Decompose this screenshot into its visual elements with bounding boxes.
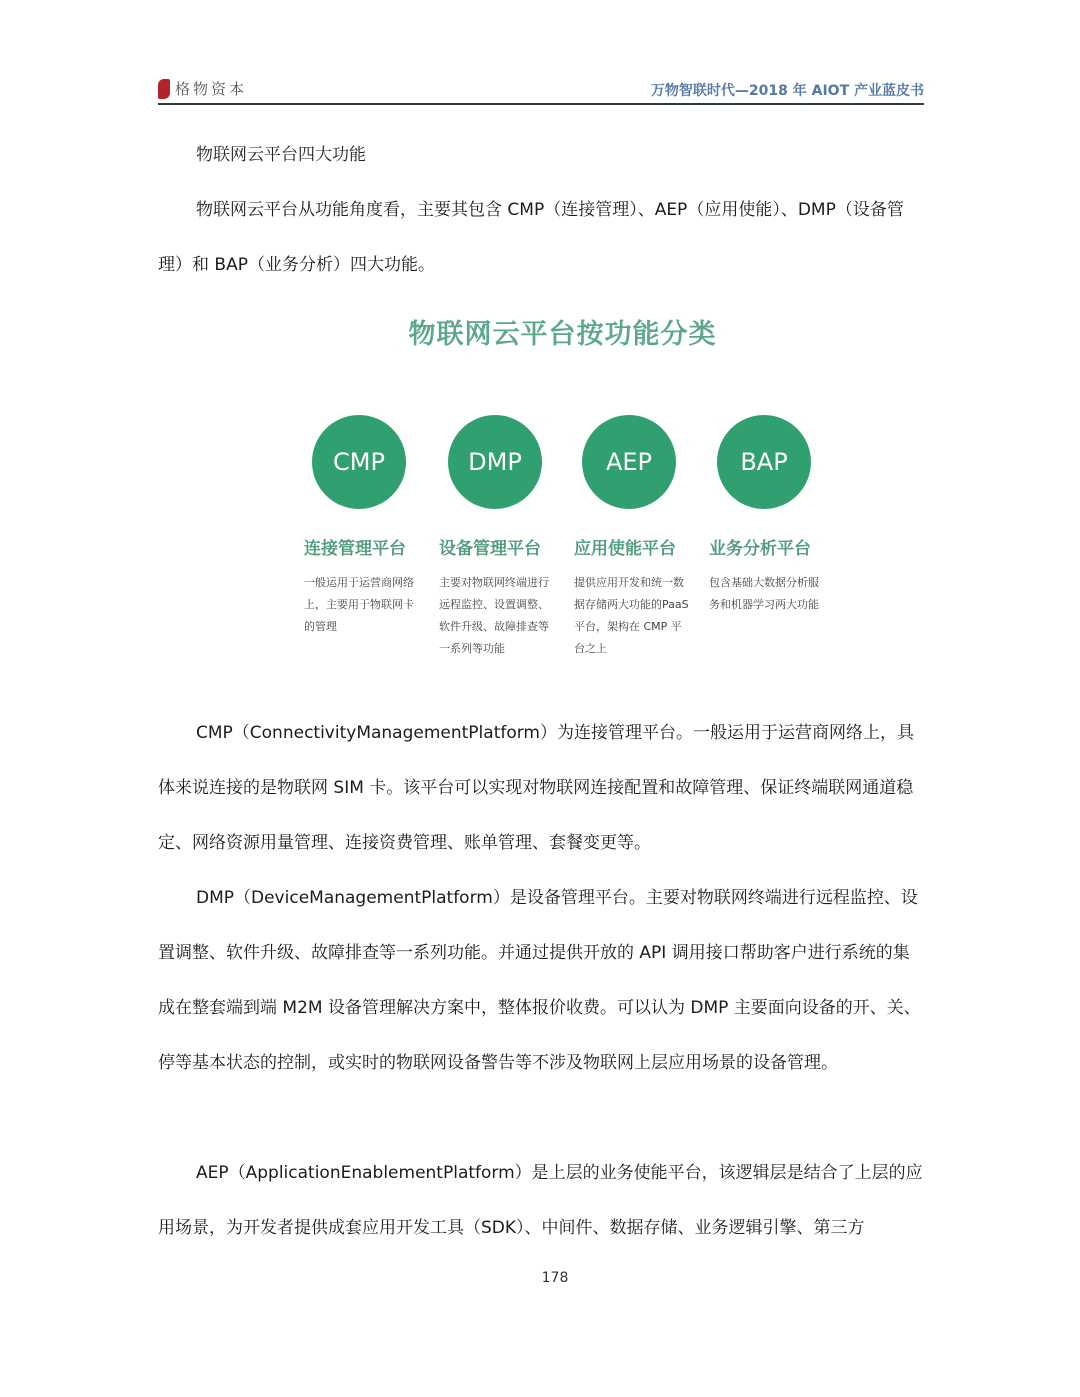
cmp-abbr: CMP bbox=[333, 448, 385, 476]
cmp-circle bbox=[312, 415, 406, 509]
figure-title: 物联网云平台按功能分类 bbox=[408, 319, 717, 350]
dmp-desc: 主要对物联网终端进行远程监控、设置调整、软件升级、故障排查等一系列等功能 bbox=[439, 576, 549, 655]
brand-logo bbox=[158, 78, 247, 99]
intro-paragraph bbox=[158, 183, 924, 293]
logo-mark-icon bbox=[158, 79, 170, 99]
logo-text: 格物资本 bbox=[175, 80, 248, 98]
document-title: 万物智联时代—2018 年 AIOT 产业蓝皮书 bbox=[650, 83, 924, 99]
cmp-name: 连接管理平台 bbox=[304, 539, 406, 559]
section-heading: 物联网云平台四大功能 bbox=[196, 145, 366, 165]
bap-circle bbox=[717, 415, 811, 509]
page-header bbox=[158, 74, 924, 104]
dmp-circle bbox=[448, 415, 542, 509]
aep-paragraph bbox=[158, 1146, 924, 1256]
cmp-paragraph bbox=[158, 706, 924, 871]
intro-text: 物联网云平台从功能角度看，主要其包含 CMP（连接管理）、AEP（应用使能）、DMP（设备管理）和 BAP（业务分析）四大功能。 bbox=[158, 200, 904, 275]
bap-desc: 包含基础大数据分析服务和机器学习两大功能 bbox=[709, 576, 819, 611]
page-number: 178 bbox=[541, 1270, 569, 1286]
bap-name: 业务分析平台 bbox=[709, 539, 811, 559]
cmp-paragraph-text: CMP（ConnectivityManagementPlatform）为连接管理平台。一般运用于运营商网络上，具体来说连接的是物联网 SIM 卡。该平台可以实现对物联网连接配置和故障管理、保证终端联网通道稳定、网络资源用量管理、连接资费管理、账单管理、套餐变更等。 bbox=[158, 723, 914, 853]
aep-desc: 提供应用开发和统一数据存储两大功能的PaaS 平台，架构在 CMP 平台之上 bbox=[574, 576, 689, 655]
dmp-abbr: DMP bbox=[468, 448, 522, 476]
aep-abbr: AEP bbox=[605, 448, 653, 476]
cmp-desc: 一般运用于运营商网络上，主要用于物联网卡的管理 bbox=[304, 576, 414, 633]
bap-abbr: BAP bbox=[740, 448, 788, 476]
dmp-paragraph bbox=[158, 871, 924, 1091]
dmp-name: 设备管理平台 bbox=[439, 539, 541, 559]
header-divider bbox=[158, 103, 924, 105]
aep-paragraph-text: AEP（ApplicationEnablementPlatform）是上层的业务使能平台，该逻辑层是结合了上层的应用场景，为开发者提供成套应用开发工具（SDK）、中间件、数据存储、业务逻辑引擎、第三方 bbox=[158, 1163, 923, 1238]
dmp-paragraph-text: DMP（DeviceManagementPlatform）是设备管理平台。主要对物联网终端进行远程监控、设置调整、软件升级、故障排查等一系列功能。并通过提供开放的 API 调用接口帮助客户进行系统的集成在整套端到端 M2M 设备管理解决方案中，整体报价收费。可以认为 DMP 主要面向设备的开、关、停等基本状态的控制，或实时的物联网设备警告等不涉及物联网上层应用场景的设备管理。 bbox=[158, 888, 921, 1073]
aep-name: 应用使能平台 bbox=[574, 539, 676, 559]
aep-circle bbox=[582, 415, 676, 509]
